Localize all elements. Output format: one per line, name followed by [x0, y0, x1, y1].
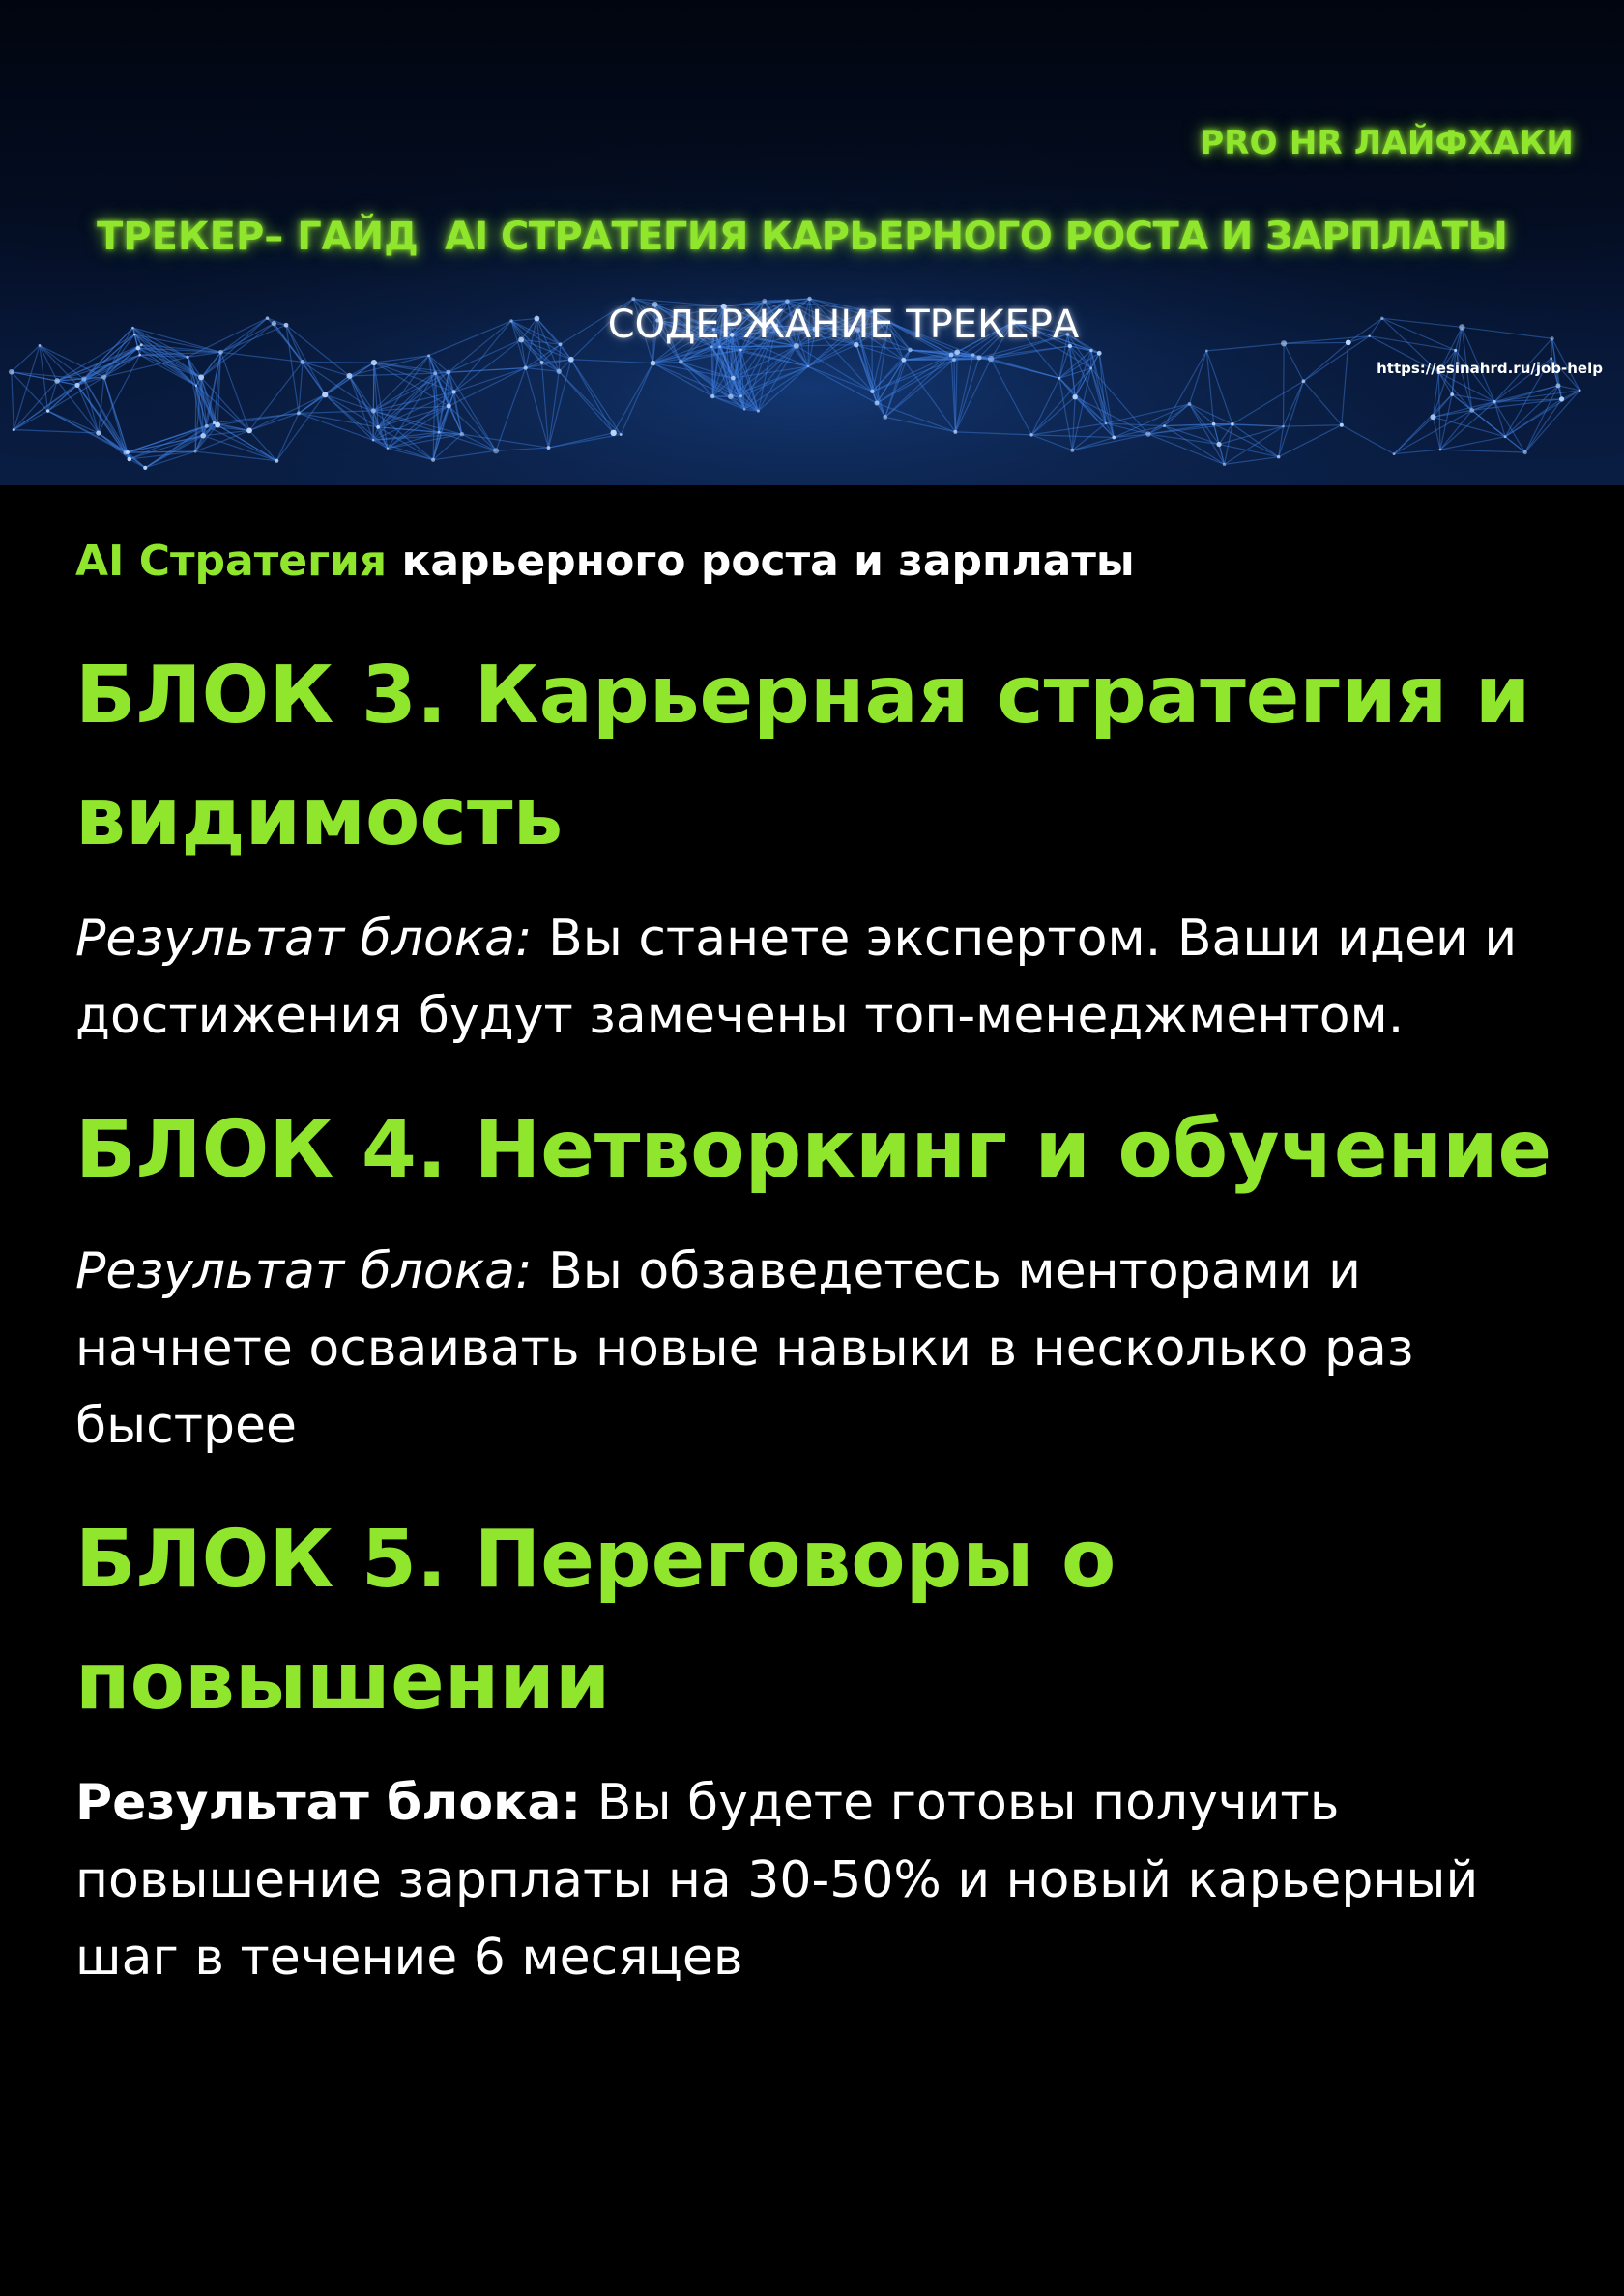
source-url[interactable]: https://esinahrd.ru/job-help	[1377, 360, 1603, 377]
block-5-result-label: Результат блока:	[75, 1774, 582, 1833]
block-4-result-label: Результат блока:	[75, 1242, 533, 1301]
banner-title: AI СТРАТЕГИЯ КАРЬЕРНОГО РОСТА И ЗАРПЛАТЫ	[445, 215, 1508, 259]
block-4-result	[75, 1233, 1583, 1465]
block-3-result	[75, 900, 1583, 1055]
block-4-heading: БЛОК 4. Нетворкинг и обучение	[75, 1104, 1552, 1197]
block-3-heading: БЛОК 3. Карьерная стратегия и видимость	[75, 650, 1531, 864]
main-content	[75, 534, 1583, 2031]
block-4-result-text: Вы обзаведетесь менторами и начнете осваивать новые навыки в несколько раз быстрее	[75, 1242, 1414, 1456]
lead-accent: AI Стратегия	[75, 537, 388, 586]
lead-rest: карьерного роста и зарплаты	[387, 537, 1135, 586]
brand-label: PRO HR ЛАЙФХАКИ	[1200, 124, 1574, 162]
lead-line	[75, 534, 1583, 589]
banner-subtitle: СОДЕРЖАНИЕ ТРЕКЕРА	[607, 303, 1080, 347]
block-5-result-text: Вы будете готовы получить повышение зарплаты на 30-50% и новый карьерный шаг в течение 6 месяцев	[75, 1774, 1479, 1988]
header-banner	[0, 0, 1624, 485]
block-5	[75, 1499, 1583, 1996]
block-3	[75, 635, 1583, 1055]
guide-tag: ТРЕКЕР– ГАЙД	[97, 215, 419, 259]
block-5-result	[75, 1764, 1583, 1996]
block-5-heading: БЛОК 5. Переговоры о повышении	[75, 1514, 1116, 1729]
block-3-result-text: Вы станете экспертом. Ваши идеи и достижения будут замечены топ-менеджментом.	[75, 910, 1518, 1046]
block-4	[75, 1090, 1583, 1465]
block-3-result-label: Результат блока:	[75, 910, 533, 969]
